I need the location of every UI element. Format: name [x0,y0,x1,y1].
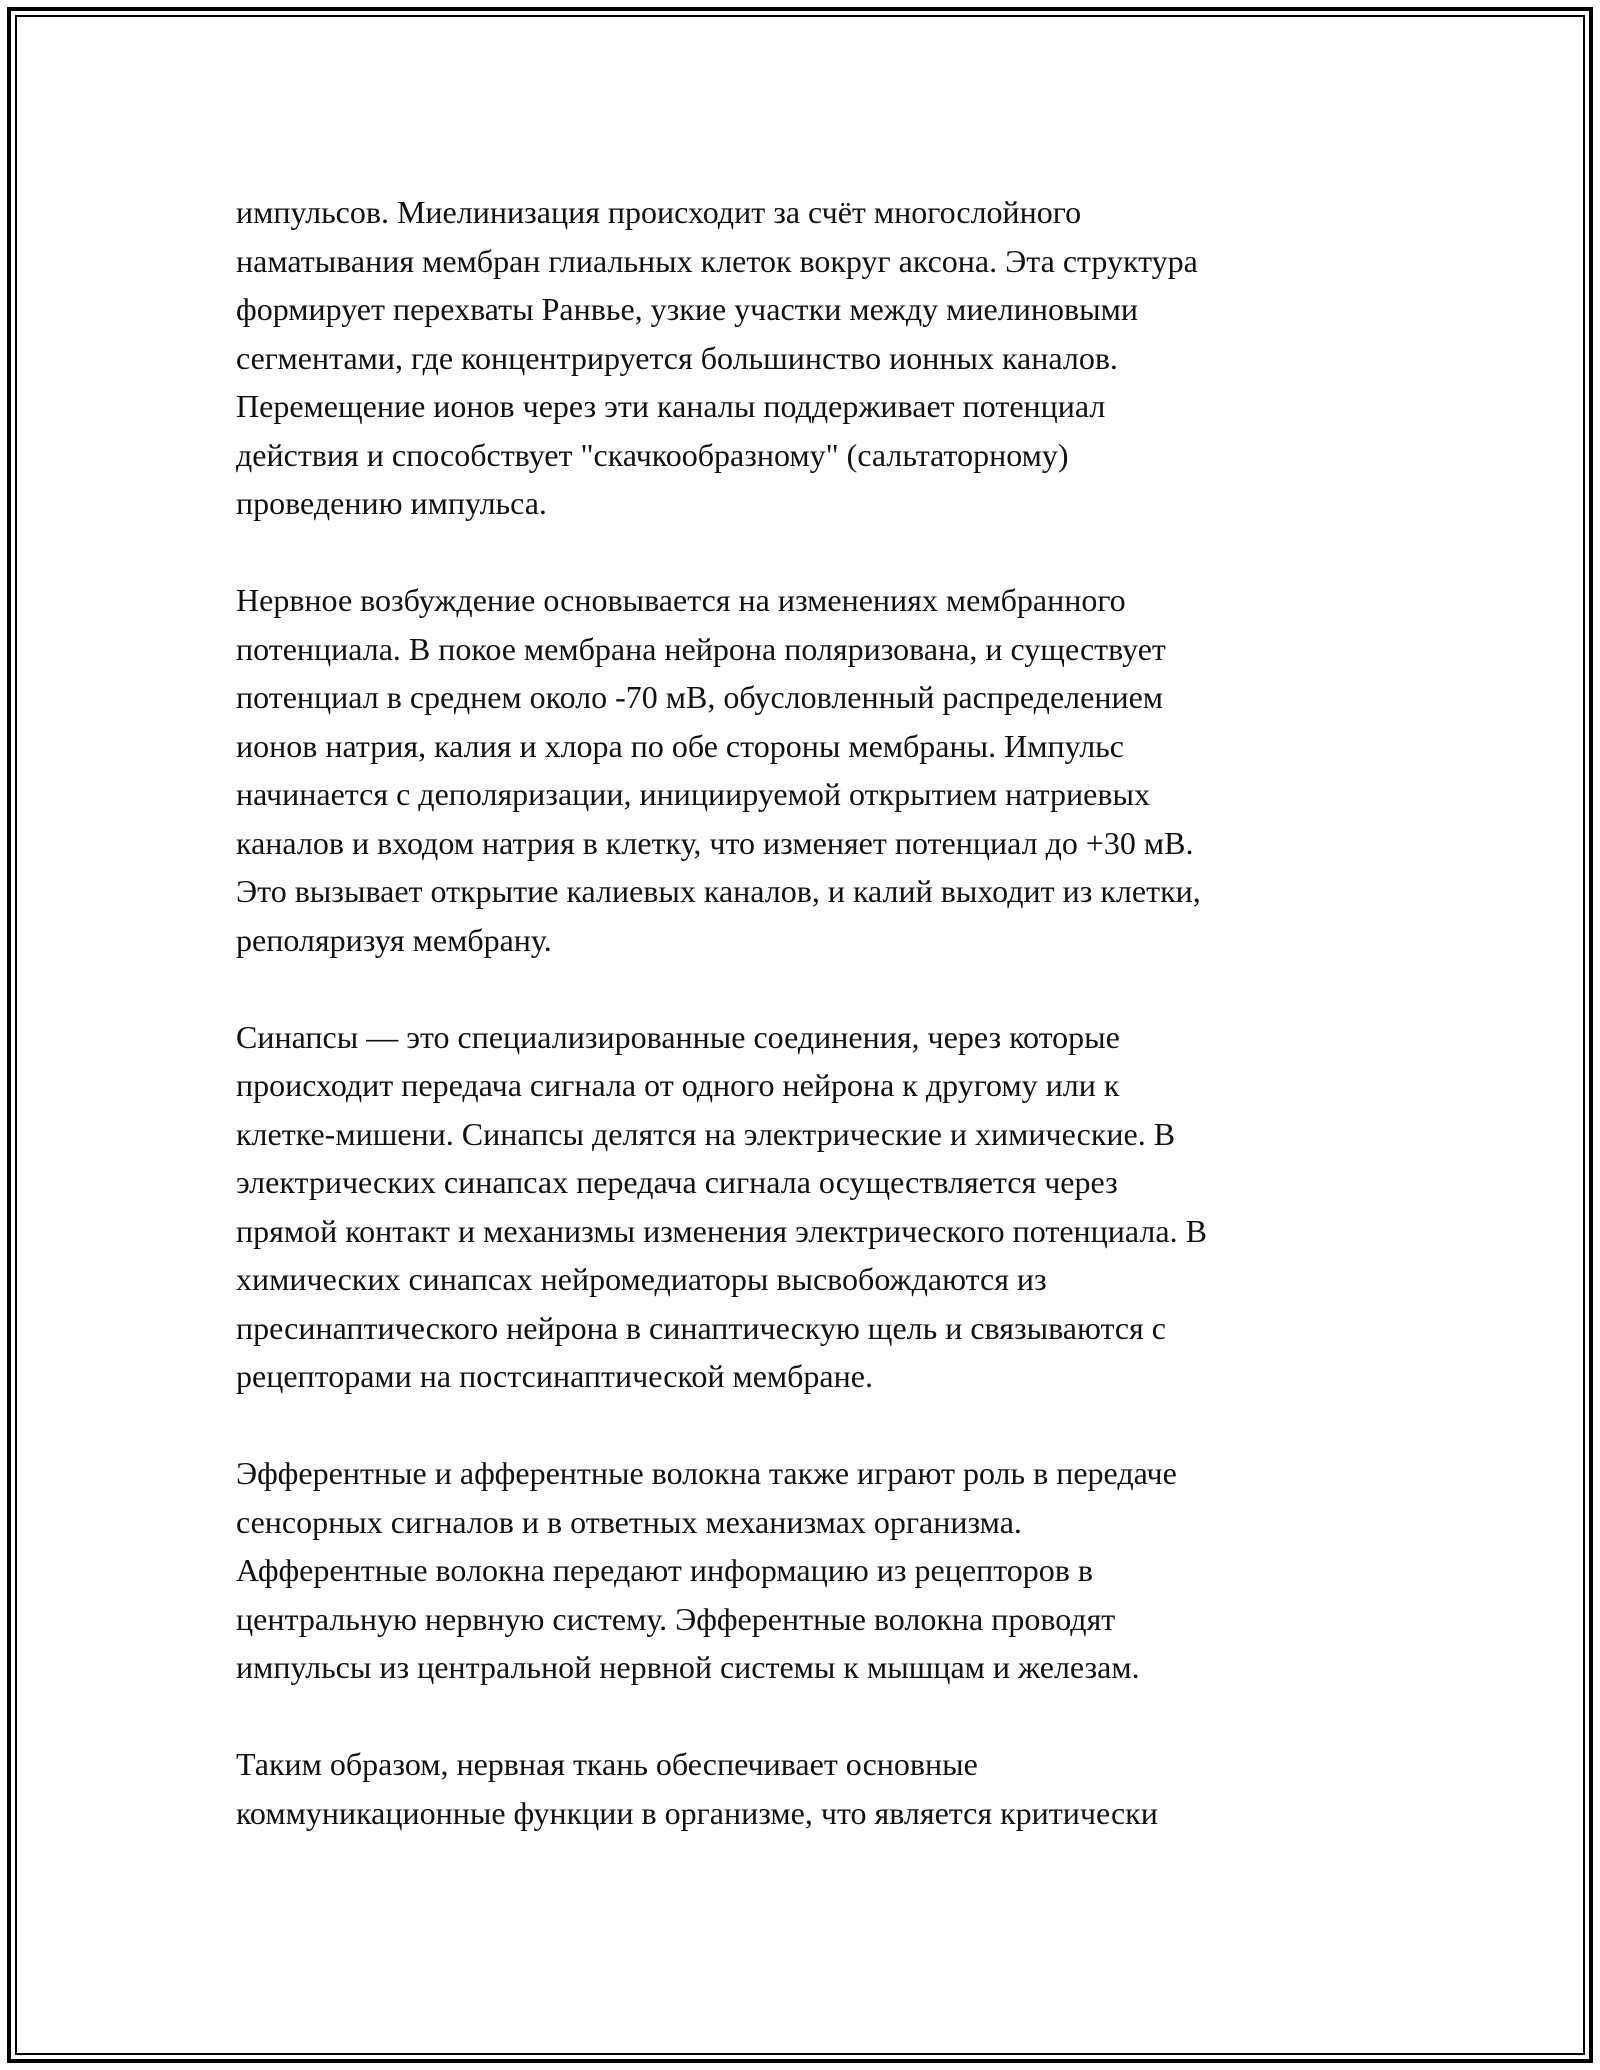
text-line: сегментами, где концентрируется большинство ионных каналов. [236,339,1118,376]
text-line: реполяризуя мембрану. [236,921,552,958]
text-line: Нервное возбуждение основывается на изменениях мембранного [236,582,1126,618]
paragraph-synapses [236,1013,1376,1401]
text-line: Синапсы — это специализированные соединения, через которые [236,1018,1120,1055]
document-body [236,188,1376,1886]
text-line: химических синапсах нейромедиаторы высвобождаются из [236,1261,1047,1297]
text-line: электрических синапсах передача сигнала осуществляется через [236,1164,1118,1200]
text-line: сенсорных сигналов и в ответных механизмах организма. [236,1503,1022,1540]
text-line: импульсов. Миелинизация происходит за счёт многослойного [236,194,1082,230]
text-line: проведению импульса. [236,485,547,521]
text-line: начинается с деполяризации, инициируемой открытием натриевых [236,776,1150,812]
text-line: центральную нервную систему. Эфферентные волокна проводят [236,1600,1116,1637]
text-line: происходит передача сигнала от одного нейрона к другому или к [236,1067,1120,1103]
text-line: наматывания мембран глиальных клеток вокруг аксона. Эта структура [236,242,1198,279]
text-line: прямой контакт и механизмы изменения электрического потенциала. В [236,1212,1207,1249]
text-line: рецепторами на постсинаптической мембране. [236,1358,873,1394]
text-line: пресинаптического нейрона в синаптическую щель и связываются с [236,1309,1166,1346]
paragraph-myelination [236,188,1376,528]
text-line: импульсы из центральной нервной системы к мышцам и железам. [236,1649,1140,1685]
text-line: формирует перехваты Ранвье, узкие участки между миелиновыми [236,291,1138,327]
text-line: каналов и входом натрия в клетку, что изменяет потенциал до +30 мВ. [236,824,1194,861]
text-line: коммуникационные функции в организме, что является критически [236,1794,1158,1831]
paragraph-membrane-potential [236,576,1376,964]
text-line: Это вызывает открытие калиевых каналов, и калий выходит из клетки, [236,873,1201,909]
paragraph-nerve-fibers [236,1449,1376,1692]
text-line: клетке-мишени. Синапсы делятся на электрические и химические. В [236,1115,1176,1152]
text-line: Таким образом, нервная ткань обеспечивает основные [236,1746,978,1782]
text-line: потенциала. В покое мембрана нейрона поляризована, и существует [236,630,1166,667]
text-line: ионов натрия, калия и хлора по обе стороны мембраны. Импульс [236,727,1124,764]
text-line: действия и способствует "скачкообразному" (сальтаторному) [236,436,1069,473]
text-line: Афферентные волокна передают информацию из рецепторов в [236,1552,1093,1588]
text-line: Перемещение ионов через эти каналы поддерживает потенциал [236,388,1106,424]
text-line: Эфферентные и афферентные волокна также играют роль в передаче [236,1455,1177,1491]
text-line: потенциал в среднем около -70 мВ, обусловленный распределением [236,679,1164,715]
paragraph-conclusion [236,1740,1376,1837]
